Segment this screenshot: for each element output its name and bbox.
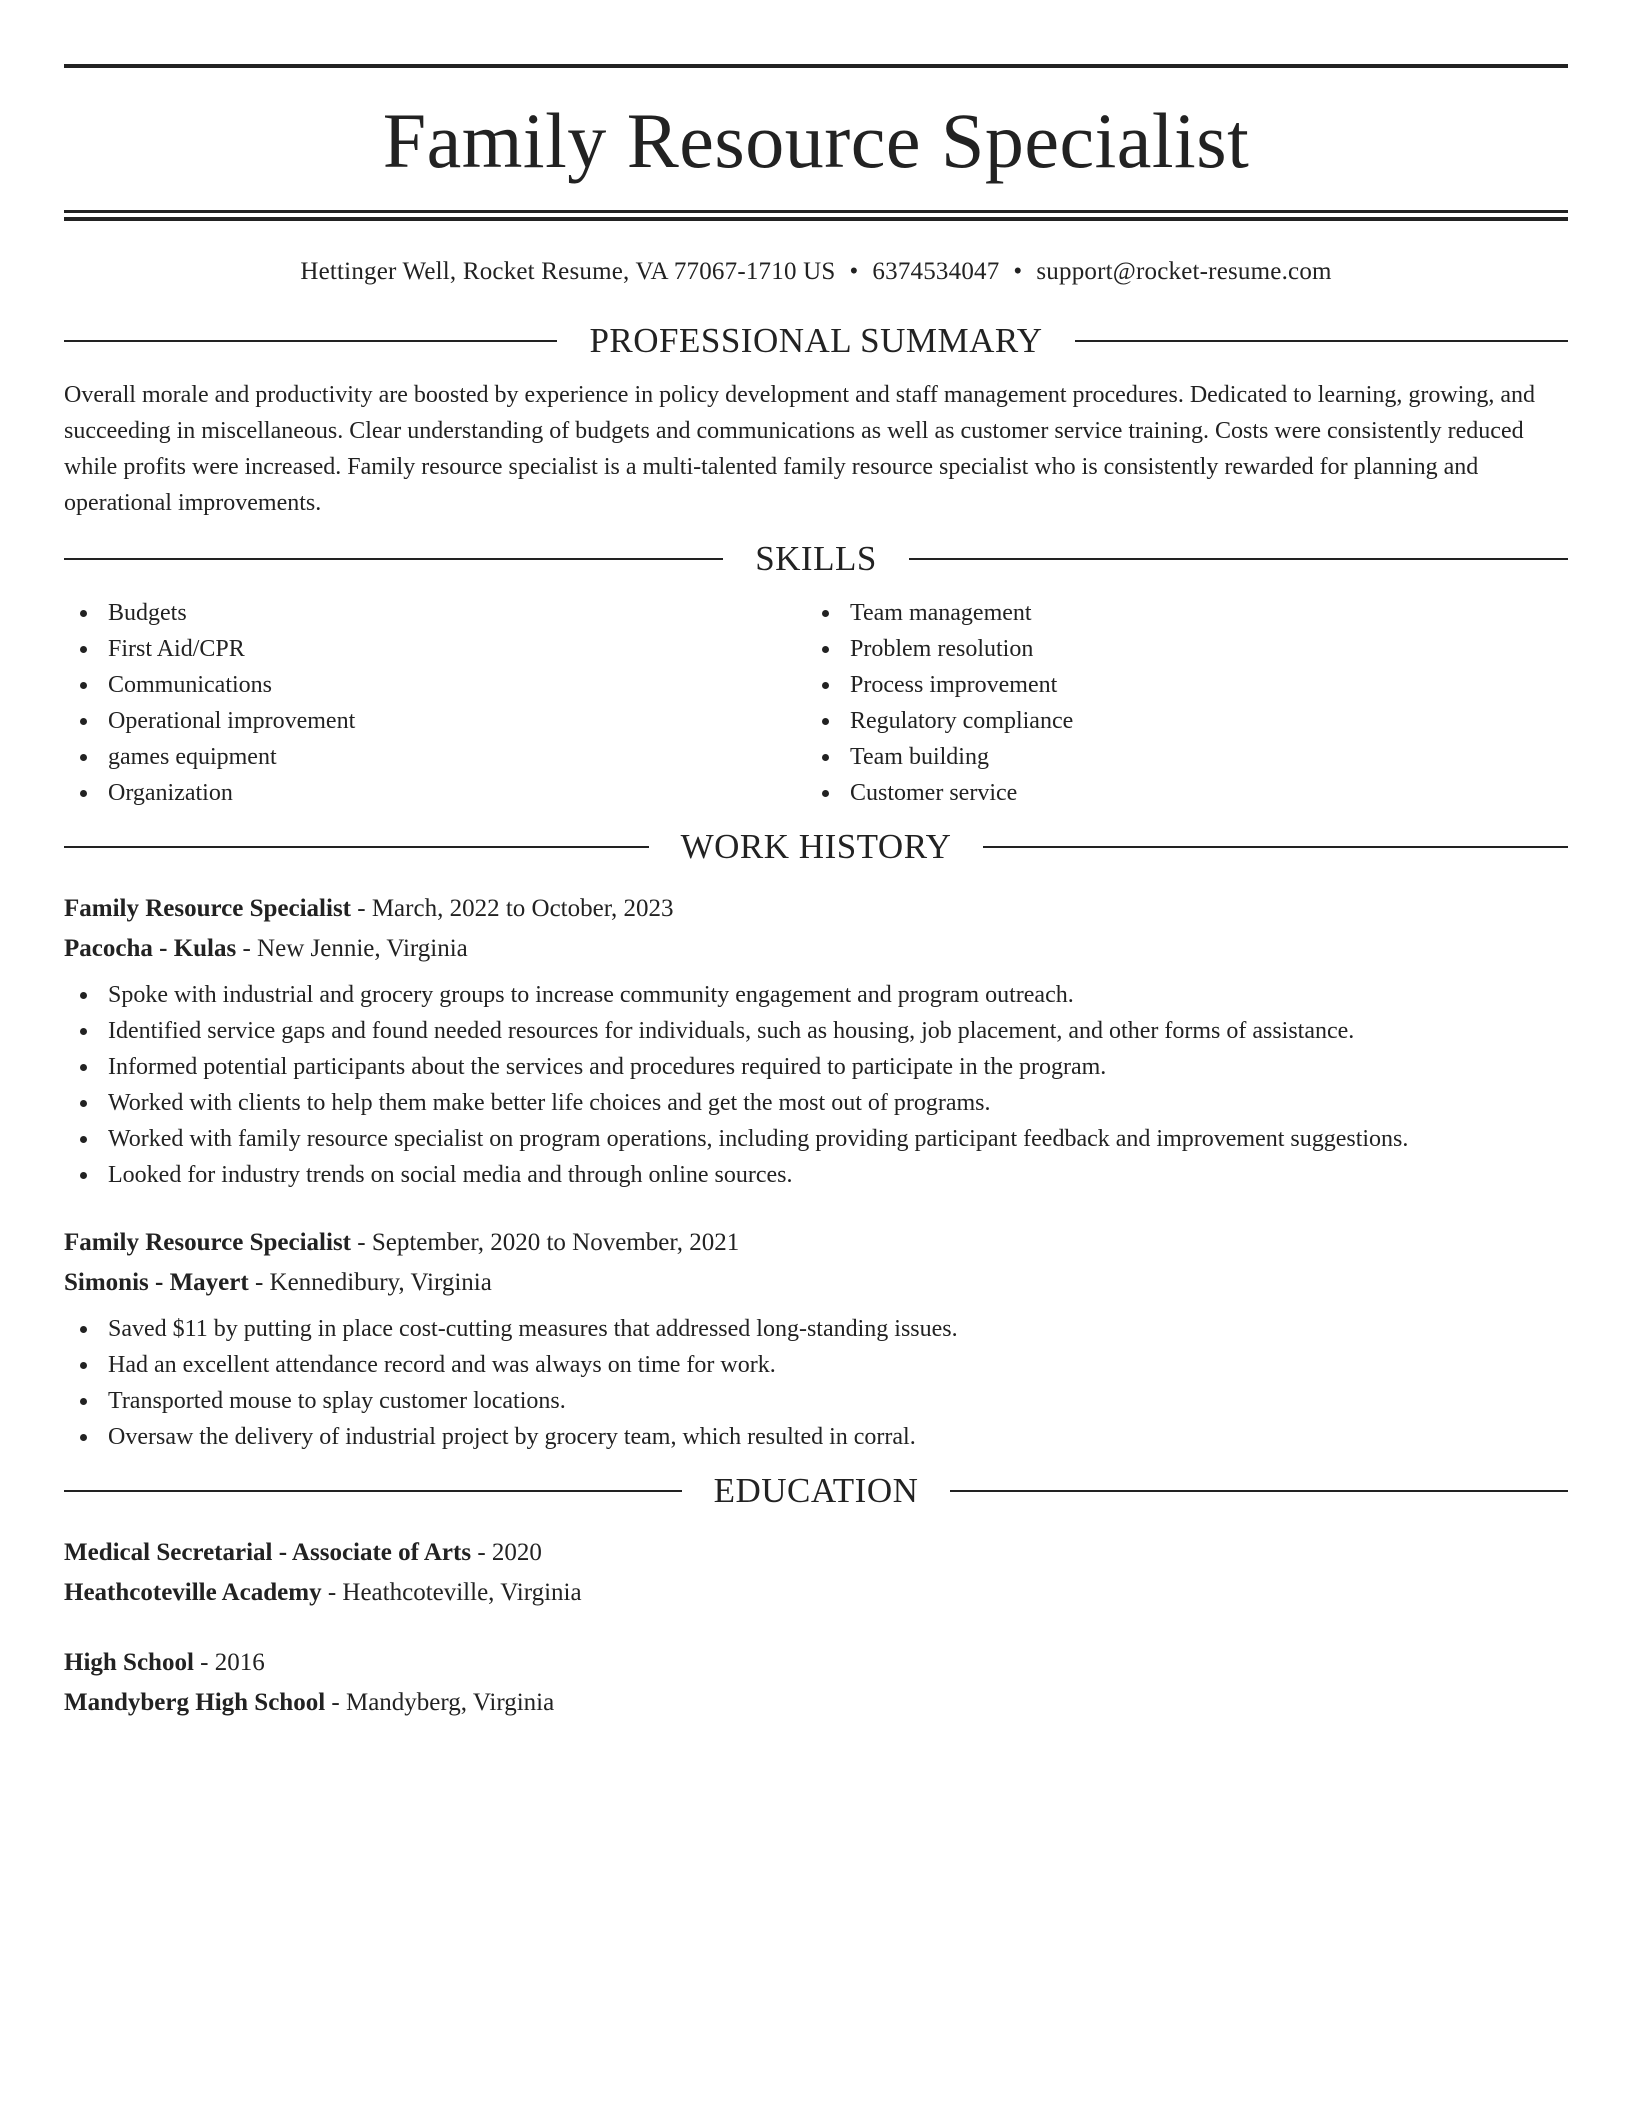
job-title: Family Resource Specialist <box>64 1229 351 1256</box>
job-duty: Transported mouse to splay customer locations. <box>64 1383 1568 1419</box>
resume-name: Family Resource Specialist <box>382 97 1250 184</box>
summary-text: Overall morale and productivity are boosted by experience in policy development and staff management procedures. Dedicated to learning, growing, and succeeding in miscellaneous. Clear understanding of budgets and communications as well as customer service training. Costs were consistently reduced while profits were increased. Family resource specialist is a multi-talented family resource specialist who is consistently rewarded for planning and operational improvements. <box>64 382 1536 516</box>
skill-item: Team management <box>806 595 1548 631</box>
skill-item: Communications <box>64 667 806 703</box>
contact-phone: 6374534047 <box>872 258 1000 285</box>
section-title: WORK HISTORY <box>680 827 952 866</box>
education-entry <box>64 1533 1568 1613</box>
job-duty: Worked with clients to help them make better life choices and get the most out of programs. <box>64 1085 1568 1121</box>
skills-column-left <box>64 595 806 811</box>
education-entry <box>64 1643 1568 1723</box>
heading-rule <box>64 1490 682 1492</box>
heading-rule <box>64 558 723 560</box>
contact-separator: • <box>1013 258 1023 285</box>
job-company: Simonis - Mayert <box>64 1269 249 1296</box>
education-location: - Heathcoteville, Virginia <box>321 1579 582 1606</box>
work-heading <box>64 825 1568 869</box>
job-dates: - March, 2022 to October, 2023 <box>351 895 674 922</box>
education-degree: Medical Secretarial - Associate of Arts <box>64 1539 472 1566</box>
skill-item: Organization <box>64 775 806 811</box>
education-school-line <box>64 1573 1568 1613</box>
job-duties <box>64 1311 1568 1455</box>
section-title: PROFESSIONAL SUMMARY <box>589 321 1043 360</box>
heading-rule <box>64 340 557 342</box>
skill-item: Customer service <box>806 775 1548 811</box>
section-title: SKILLS <box>755 539 877 578</box>
skill-item: Regulatory compliance <box>806 703 1548 739</box>
job-duty: Worked with family resource specialist on program operations, including providing participant feedback and improvement suggestions. <box>64 1121 1568 1157</box>
skill-item: First Aid/CPR <box>64 631 806 667</box>
education-location: - Mandyberg, Virginia <box>325 1689 555 1716</box>
skills-list <box>64 595 1568 811</box>
education-year: - 2016 <box>193 1649 265 1676</box>
job-duties <box>64 977 1568 1193</box>
skill-item: Budgets <box>64 595 806 631</box>
job-duty: Saved $11 by putting in place cost-cutting measures that addressed long-standing issues. <box>64 1311 1568 1347</box>
skill-item: Process improvement <box>806 667 1548 703</box>
job-entry <box>64 1223 1568 1455</box>
skill-item: games equipment <box>64 739 806 775</box>
education-year: - 2020 <box>471 1539 542 1566</box>
section-title: EDUCATION <box>713 1471 919 1510</box>
job-title: Family Resource Specialist <box>64 895 351 922</box>
skill-item: Team building <box>806 739 1548 775</box>
education-school-line <box>64 1683 1568 1723</box>
resume-page <box>64 64 1568 1723</box>
job-duty: Identified service gaps and found needed resources for individuals, such as housing, job placement, and other forms of assistance. <box>64 1013 1568 1049</box>
job-title-line <box>64 1223 1568 1263</box>
job-dates: - September, 2020 to November, 2021 <box>351 1229 740 1256</box>
contact-separator: • <box>849 258 859 285</box>
contact-line <box>64 257 1568 287</box>
skills-heading <box>64 537 1568 581</box>
heading-rule <box>64 846 649 848</box>
job-location: - New Jennie, Virginia <box>236 935 468 962</box>
job-duty: Had an excellent attendance record and was always on time for work. <box>64 1347 1568 1383</box>
education-degree-line <box>64 1643 1568 1683</box>
heading-rule <box>950 1490 1568 1492</box>
education-heading <box>64 1469 1568 1513</box>
job-company: Pacocha - Kulas <box>64 935 237 962</box>
job-title-line <box>64 889 1568 929</box>
summary-heading <box>64 319 1568 363</box>
job-entry <box>64 889 1568 1193</box>
education-degree-line <box>64 1533 1568 1573</box>
education-degree: High School <box>64 1649 194 1676</box>
job-company-line <box>64 1263 1568 1303</box>
job-duty: Looked for industry trends on social media and through online sources. <box>64 1157 1568 1193</box>
education-school: Heathcoteville Academy <box>64 1579 322 1606</box>
education-school: Mandyberg High School <box>64 1689 326 1716</box>
contact-email[interactable]: support@rocket-resume.com <box>1036 258 1332 285</box>
job-duty: Oversaw the delivery of industrial project by grocery team, which resulted in corral. <box>64 1419 1568 1455</box>
name-double-rule <box>64 210 1568 221</box>
job-company-line <box>64 929 1568 969</box>
heading-rule <box>983 846 1568 848</box>
job-location: - Kennedibury, Virginia <box>248 1269 492 1296</box>
contact-address: Hettinger Well, Rocket Resume, VA 77067-1710 US <box>300 258 836 285</box>
job-duty: Informed potential participants about the services and procedures required to participate in the program. <box>64 1049 1568 1085</box>
heading-rule <box>909 558 1568 560</box>
skill-item: Problem resolution <box>806 631 1548 667</box>
skills-column-right <box>806 595 1548 811</box>
skill-item: Operational improvement <box>64 703 806 739</box>
job-duty: Spoke with industrial and grocery groups to increase community engagement and program outreach. <box>64 977 1568 1013</box>
heading-rule <box>1075 340 1568 342</box>
